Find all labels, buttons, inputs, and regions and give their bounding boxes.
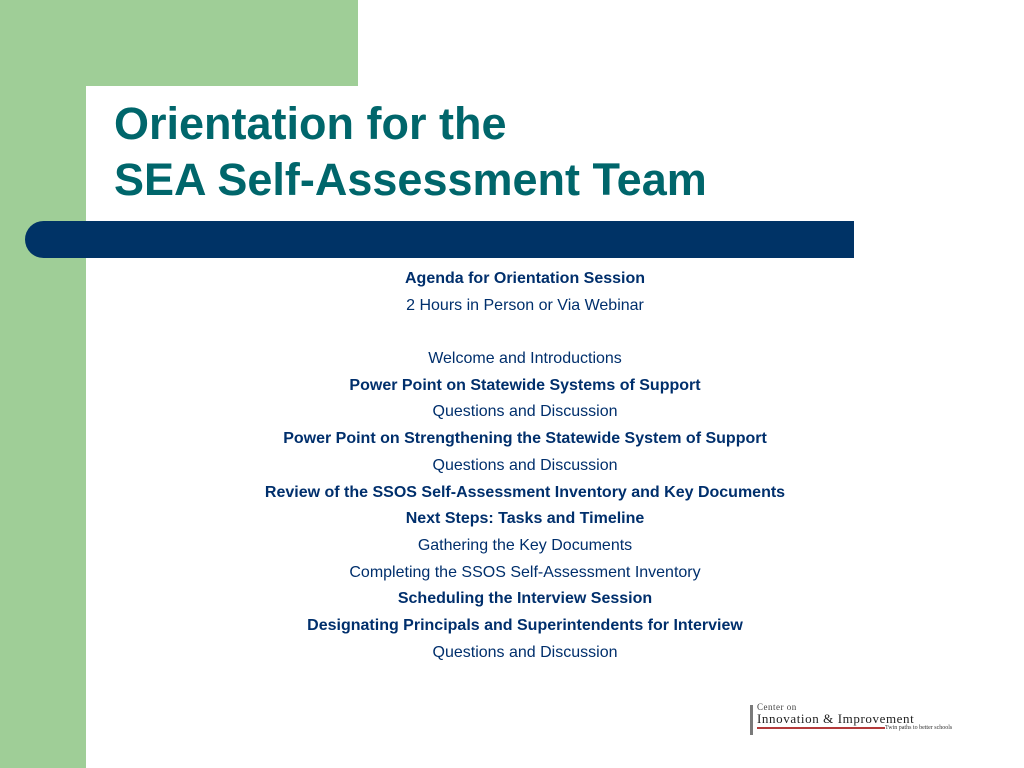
center-on-innovation-logo [748,702,960,738]
agenda-item: Questions and Discussion [432,643,618,661]
slide-title-line-1: Orientation for the [114,98,507,149]
top-green-block [86,0,358,86]
logo-line-2: Innovation & Improvement [757,711,915,726]
agenda-item: Gathering the Key Documents [417,536,633,554]
agenda-item: Questions and Discussion [432,403,618,421]
slide-title-line-2: SEA Self-Assessment Team [114,154,707,205]
logo-vertical-rule [750,705,753,735]
agenda-spacer [200,319,850,346]
agenda-item: Review of the SSOS Self-Assessment Inventory and Key Documents [264,483,786,501]
title-divider-bar [25,221,854,258]
agenda-item: Power Point on Strengthening the Statewide System of Support [283,430,767,448]
agenda-item: Scheduling the Interview Session [397,590,653,608]
slide-title [114,96,707,208]
agenda-item: Power Point on Statewide Systems of Support [349,376,701,394]
logo-line-1: Center on [757,702,797,712]
logo-tagline: Twin paths to better schools [885,725,953,731]
agenda-item: Next Steps: Tasks and Timeline [405,510,645,528]
agenda-block [200,266,850,666]
agenda-heading: Agenda for Orientation Session [404,270,646,287]
agenda-item: Designating Principals and Superintendents for Interview [307,616,743,634]
agenda-item: Welcome and Introductions [428,350,622,368]
left-green-band [0,0,86,768]
logo-red-rule [757,727,885,729]
agenda-item: Questions and Discussion [432,456,618,474]
agenda-subheading: 2 Hours in Person or Via Webinar [406,296,644,314]
agenda-item: Completing the SSOS Self-Assessment Inventory [349,563,701,581]
